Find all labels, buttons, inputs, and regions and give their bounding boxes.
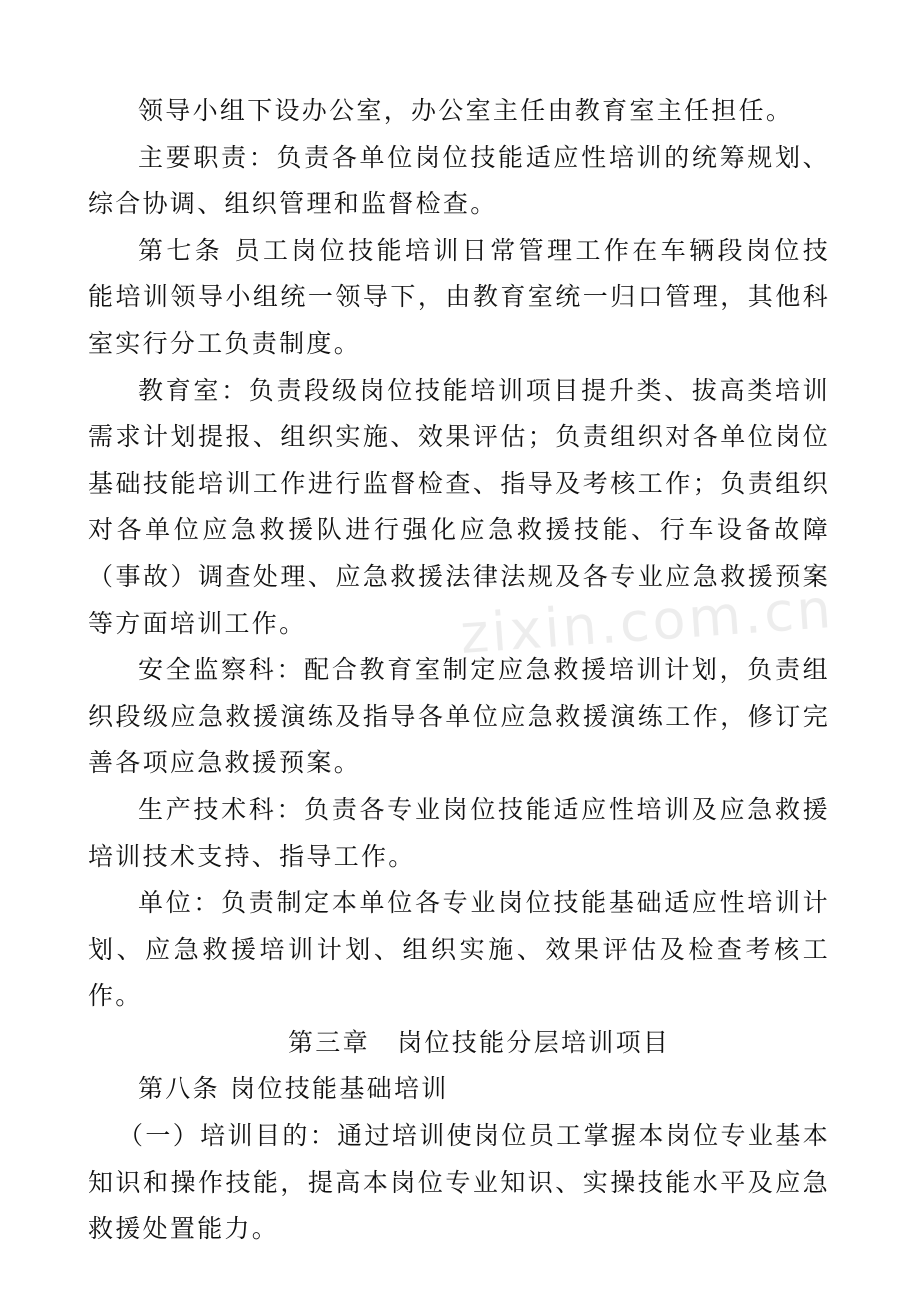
article-heading: 第八条 岗位技能基础培训 [138, 1074, 449, 1104]
watermark: zixin.com.cn [458, 577, 836, 666]
paragraph-units: 单位：负责制定本单位各专业岗位技能基础适应性培训计划、应急救援培训计划、组织实施、效果评估及检查考核工作。 [88, 888, 830, 1011]
chapter-heading: 第三章 岗位技能分层培训项目 [288, 1027, 671, 1057]
paragraph-office-setup: 领导小组下设办公室，办公室主任由教育室主任担任。 [138, 96, 794, 125]
paragraph-safety-supervision: 安全监察科：配合教育室制定应急救援培训计划，负责组织段级应急救援演练及指导各单位应急救援演练工作，修订完善各项应急救援预案。 [88, 655, 830, 778]
paragraph-training-purpose: （一）培训目的：通过培训使岗位员工掌握本岗位专业基本知识和操作技能，提高本岗位专业知识、实操技能水平及应急救援处置能力。 [88, 1121, 830, 1244]
document-body [88, 88, 830, 1253]
paragraph-production-tech: 生产技术科：负责各专业岗位技能适应性培训及应急救援培训技术支持、指导工作。 [88, 794, 830, 871]
paragraph-main-duties: 主要职责：负责各单位岗位技能适应性培训的统筹规划、综合协调、组织管理和监督检查。 [88, 142, 830, 219]
paragraph-education-office: 教育室：负责段级岗位技能培训项目提升类、拔高类培训需求计划提报、组织实施、效果评估；负责组织对各单位岗位基础技能培训工作进行监督检查、指导及考核工作；负责组织对各单位应急救援队进行强化应急救援技能、行车设备故障（事故）调查处理、应急救援法律法规及各专业应急救援预案等方面培训工作。 [88, 375, 830, 638]
paragraph-article-seven: 第七条 员工岗位技能培训日常管理工作在车辆段岗位技能培训领导小组统一领导下，由教育室统一归口管理，其他科室实行分工负责制度。 [88, 235, 830, 358]
